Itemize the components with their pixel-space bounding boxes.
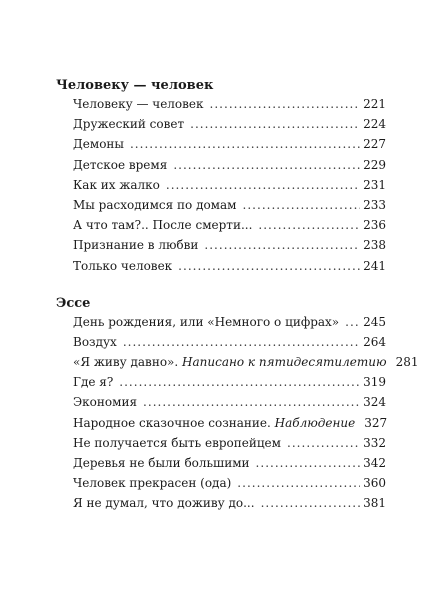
- toc-entry: [56, 215, 386, 235]
- section-chelovek: [56, 77, 386, 276]
- dot-leader: [166, 175, 360, 195]
- toc-entry: [56, 433, 386, 453]
- entry-page: 231: [363, 177, 386, 192]
- entry-page: 319: [363, 375, 386, 390]
- entry-page: 229: [363, 157, 386, 172]
- entry-title: Дружеский совет: [73, 117, 185, 132]
- dot-leader: [204, 235, 360, 255]
- toc-entry: [56, 352, 419, 372]
- entry-subtitle: Написано к пятидесятилетию: [182, 355, 387, 370]
- toc-entry: [56, 392, 386, 412]
- section-title: Человеку — человек: [56, 78, 214, 93]
- entry-page: 324: [363, 395, 386, 410]
- toc-entry: [56, 175, 386, 195]
- entry-page: 381: [363, 496, 386, 511]
- dot-leader: [261, 493, 361, 513]
- dot-leader: [123, 332, 360, 352]
- entry-title-text: Экономия: [73, 395, 138, 410]
- entry-title: [73, 352, 387, 372]
- entry-page: 241: [363, 258, 386, 273]
- dot-leader: [119, 372, 360, 392]
- entry-title-text: Где я?: [73, 375, 114, 390]
- dot-leader: [287, 433, 360, 453]
- entry-title: [73, 493, 255, 513]
- entry-title: Признание в любви: [73, 238, 199, 253]
- entry-page: 281: [395, 355, 419, 370]
- dot-leader: [210, 94, 361, 114]
- entry-title-text: Деревья не были большими: [73, 456, 250, 470]
- entry-page: 327: [364, 415, 388, 430]
- entry-page: 233: [363, 197, 386, 212]
- dot-leader: [237, 473, 360, 493]
- dot-leader: [345, 312, 360, 332]
- entry-page: 238: [363, 238, 386, 253]
- toc-entry: [56, 155, 386, 175]
- toc-entry: [56, 195, 386, 215]
- toc-entry: [56, 413, 386, 433]
- entry-title: [73, 392, 137, 412]
- toc-entry: [56, 473, 386, 493]
- dot-leader: [190, 114, 360, 134]
- entry-title-text: «Я живу давно».: [73, 355, 183, 370]
- entry-title-text: Человек прекрасен (ода): [73, 476, 232, 491]
- entry-page: 360: [363, 476, 386, 491]
- entry-page: 332: [363, 435, 386, 450]
- toc-entry: [56, 235, 386, 255]
- dot-leader: [173, 155, 360, 175]
- entry-title-text: Я не думал, что доживу до...: [73, 496, 255, 511]
- entry-title: [73, 312, 339, 332]
- toc-entry: [56, 134, 386, 154]
- entry-title: Человеку — человек: [73, 97, 204, 111]
- entry-title: [73, 433, 281, 453]
- entry-page: 342: [363, 456, 386, 470]
- entry-title: Как их жалко: [73, 177, 160, 192]
- toc-entry: [56, 372, 386, 392]
- entry-page: 227: [363, 137, 386, 152]
- entry-title: Демоны: [73, 137, 124, 152]
- entry-page: 264: [363, 334, 386, 349]
- entry-title: [73, 453, 250, 473]
- entry-title: А что там?.. После смерти...: [73, 218, 253, 233]
- entry-page: 245: [363, 314, 386, 329]
- entry-title: [73, 372, 113, 392]
- entry-title: Детское время: [73, 157, 168, 172]
- entry-title: [73, 332, 117, 352]
- entry-title-text: Не получается быть европейцем: [73, 435, 281, 450]
- entry-title: [73, 473, 231, 493]
- toc-entry: [56, 453, 386, 473]
- table-of-contents: [56, 77, 419, 533]
- toc-entry: [56, 256, 386, 276]
- entry-subtitle: Наблюдение: [274, 415, 356, 430]
- toc-entry: [56, 94, 386, 114]
- toc-entry: [56, 312, 386, 332]
- dot-leader: [143, 392, 360, 412]
- entry-title-text: Воздух: [73, 334, 117, 349]
- entry-page: 224: [363, 117, 386, 132]
- entry-title: Только человек: [73, 258, 173, 273]
- entry-page: 236: [363, 218, 386, 233]
- entry-title: Мы расходимся по домам: [73, 197, 237, 212]
- dot-leader: [256, 453, 361, 473]
- dot-leader: [178, 256, 360, 276]
- toc-entry: [56, 114, 386, 134]
- entry-page: 221: [363, 97, 386, 111]
- entry-title: [73, 413, 355, 433]
- entry-title-text: День рождения, или «Немного о цифрах»: [73, 314, 340, 329]
- dot-leader: [258, 215, 360, 235]
- section-esse: [56, 295, 419, 514]
- dot-leader: [243, 195, 361, 215]
- toc-entry: [56, 332, 386, 352]
- dot-leader: [130, 134, 360, 154]
- section-title: Эссе: [56, 295, 91, 311]
- toc-entry: [56, 493, 386, 513]
- entry-title-text: Народное сказочное сознание.: [73, 415, 275, 430]
